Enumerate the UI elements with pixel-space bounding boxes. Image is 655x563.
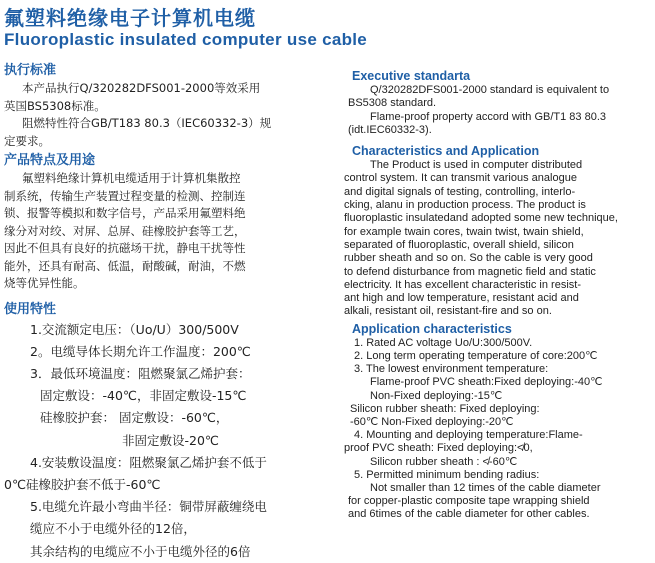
page-title-english: Fluoroplastic insulated computer use cable	[4, 30, 368, 49]
spec-line: -60℃ Non-Fixed deploying:-20℃	[350, 415, 514, 428]
text-line: ant high and low temperature, resistant acid and	[344, 292, 579, 305]
chinese-column	[4, 62, 324, 563]
spec-line: Non-Fixed deploying:-15℃	[370, 389, 503, 402]
spec-line: 0℃硅橡胶护套不低于-60℃	[4, 476, 161, 492]
spec-line: Silicon rubber sheath: Fixed deploying:	[350, 402, 540, 415]
text-line: cking, alanu in production process. The product is	[344, 199, 586, 212]
english-column	[344, 68, 652, 522]
heading-usage-cn: 使用特性	[4, 301, 57, 317]
text-line: 制系统，传输生产装置过程变量的检测、控制连	[4, 188, 246, 203]
heading-standard-en: Executive standarta	[352, 69, 471, 83]
text-line: 英国BS5308标准。	[4, 98, 106, 113]
text-line: to defend disturbance from magnetic field and static	[344, 265, 596, 278]
spec-line: Flame-proof PVC sheath:Fixed deploying:-40℃	[370, 376, 603, 389]
text-line: 本产品执行Q/320282DFS001-2000等效采用	[22, 81, 261, 95]
spec-line: 3．最低环境温度：阻燃聚氯乙烯护套：	[30, 365, 251, 381]
spec-line: 1.交流额定电压：（Uo/U）300/500V	[30, 321, 239, 337]
spec-line: 3. The lowest environment temperature:	[354, 363, 549, 376]
spec-line: and 6times of the cable diameter for other cables.	[348, 508, 590, 521]
spec-line: 非固定敷设-20℃	[122, 432, 219, 448]
heading-standard-cn: 执行标准	[4, 63, 57, 78]
text-line: 锁、报警等模拟和数字信号，产品采用氟塑料绝	[4, 206, 246, 220]
spec-line: 5. Permitted minimum bending radius:	[354, 468, 540, 481]
text-line: alkali, resistant oil, resistant-fire and so on.	[344, 305, 552, 318]
text-line: Q/320282DFS001-2000 standard is equivalent to	[370, 84, 610, 96]
spec-line: 4. Mounting and deploying temperature:Flame-	[354, 429, 583, 442]
text-line: 烧等优异性能。	[4, 276, 85, 290]
spec-line: 4.安装敷设温度：阻燃聚氯乙烯护套不低于	[30, 454, 267, 470]
page-title-chinese: 氟塑料绝缘电子计算机电缆	[4, 6, 256, 30]
text-line: control system. It can transmit various analogue	[344, 172, 577, 185]
text-line: 定要求。	[4, 133, 50, 148]
text-line: 能外，还具有耐高、低温，耐酸碱，耐油，不燃	[4, 258, 246, 273]
heading-application-en: Application characteristics	[352, 321, 512, 336]
spec-line: 2. Long term operating temperature of core:200℃	[354, 349, 598, 362]
spec-line: Silicon rubber sheath : ≮-60℃	[370, 455, 518, 468]
spec-line: 2。电缆导体长期允许工作温度：200℃	[30, 343, 251, 359]
spec-line: 固定敷设：-40℃，非固定敷设-15℃	[40, 388, 247, 404]
text-line: Flame-proof property accord with GB/T1 83 80.3	[370, 110, 606, 123]
text-line: and digital signals of testing, controlling, interlo-	[344, 185, 576, 198]
spec-line: Not smaller than 12 times of the cable diameter	[370, 481, 601, 494]
text-line: separated of fluoroplastic, overall shield, silicon	[344, 238, 574, 251]
text-line: 缘分对对绞、对屏、总屏、硅橡胶护套等工艺，	[4, 223, 246, 238]
text-line: BS5308 standard.	[348, 97, 437, 110]
text-line: fluoroplastic insulatedand adopted some new technique,	[344, 212, 618, 225]
text-line: rubber sheath and so on. So the cable is very good	[344, 252, 593, 265]
spec-line: proof PVC sheath: Fixed deploying:≮0,	[344, 442, 533, 455]
spec-line: 5.电缆允许最小弯曲半径：铜带屏蔽缠绕电	[30, 499, 267, 515]
spec-line: 缆应不小于电缆外径的12倍，	[30, 521, 196, 537]
text-line: 阻燃特性符合GB/T183 80.3（IEC60332-3）规	[22, 116, 272, 130]
spec-line: for copper-plastic composite tape wrapping shield	[348, 495, 590, 508]
text-line: (idt.IEC60332-3).	[348, 123, 432, 136]
heading-characteristics-en: Characteristics and Application	[352, 144, 540, 159]
text-line: for example twain cores, twain twist, twain shield,	[344, 225, 584, 238]
text-line: 氟塑料绝缘计算机电缆适用于计算机集散控	[22, 171, 241, 185]
spec-line: 其余结构的电缆应不小于电缆外径的6倍	[30, 543, 251, 559]
spec-line: 1. Rated AC voltage Uo/U:300/500V.	[354, 336, 533, 349]
heading-features-cn: 产品特点及用途	[4, 153, 96, 168]
text-line: The Product is used in computer distributed	[370, 159, 583, 172]
text-line: 因此不但具有良好的抗磁场干扰，静电干扰等性	[4, 241, 246, 255]
spec-line: 硅橡胶护套： 固定敷设：-60℃，	[40, 410, 229, 426]
text-line: electricity. It has excellent characteristic in resist-	[344, 278, 581, 291]
